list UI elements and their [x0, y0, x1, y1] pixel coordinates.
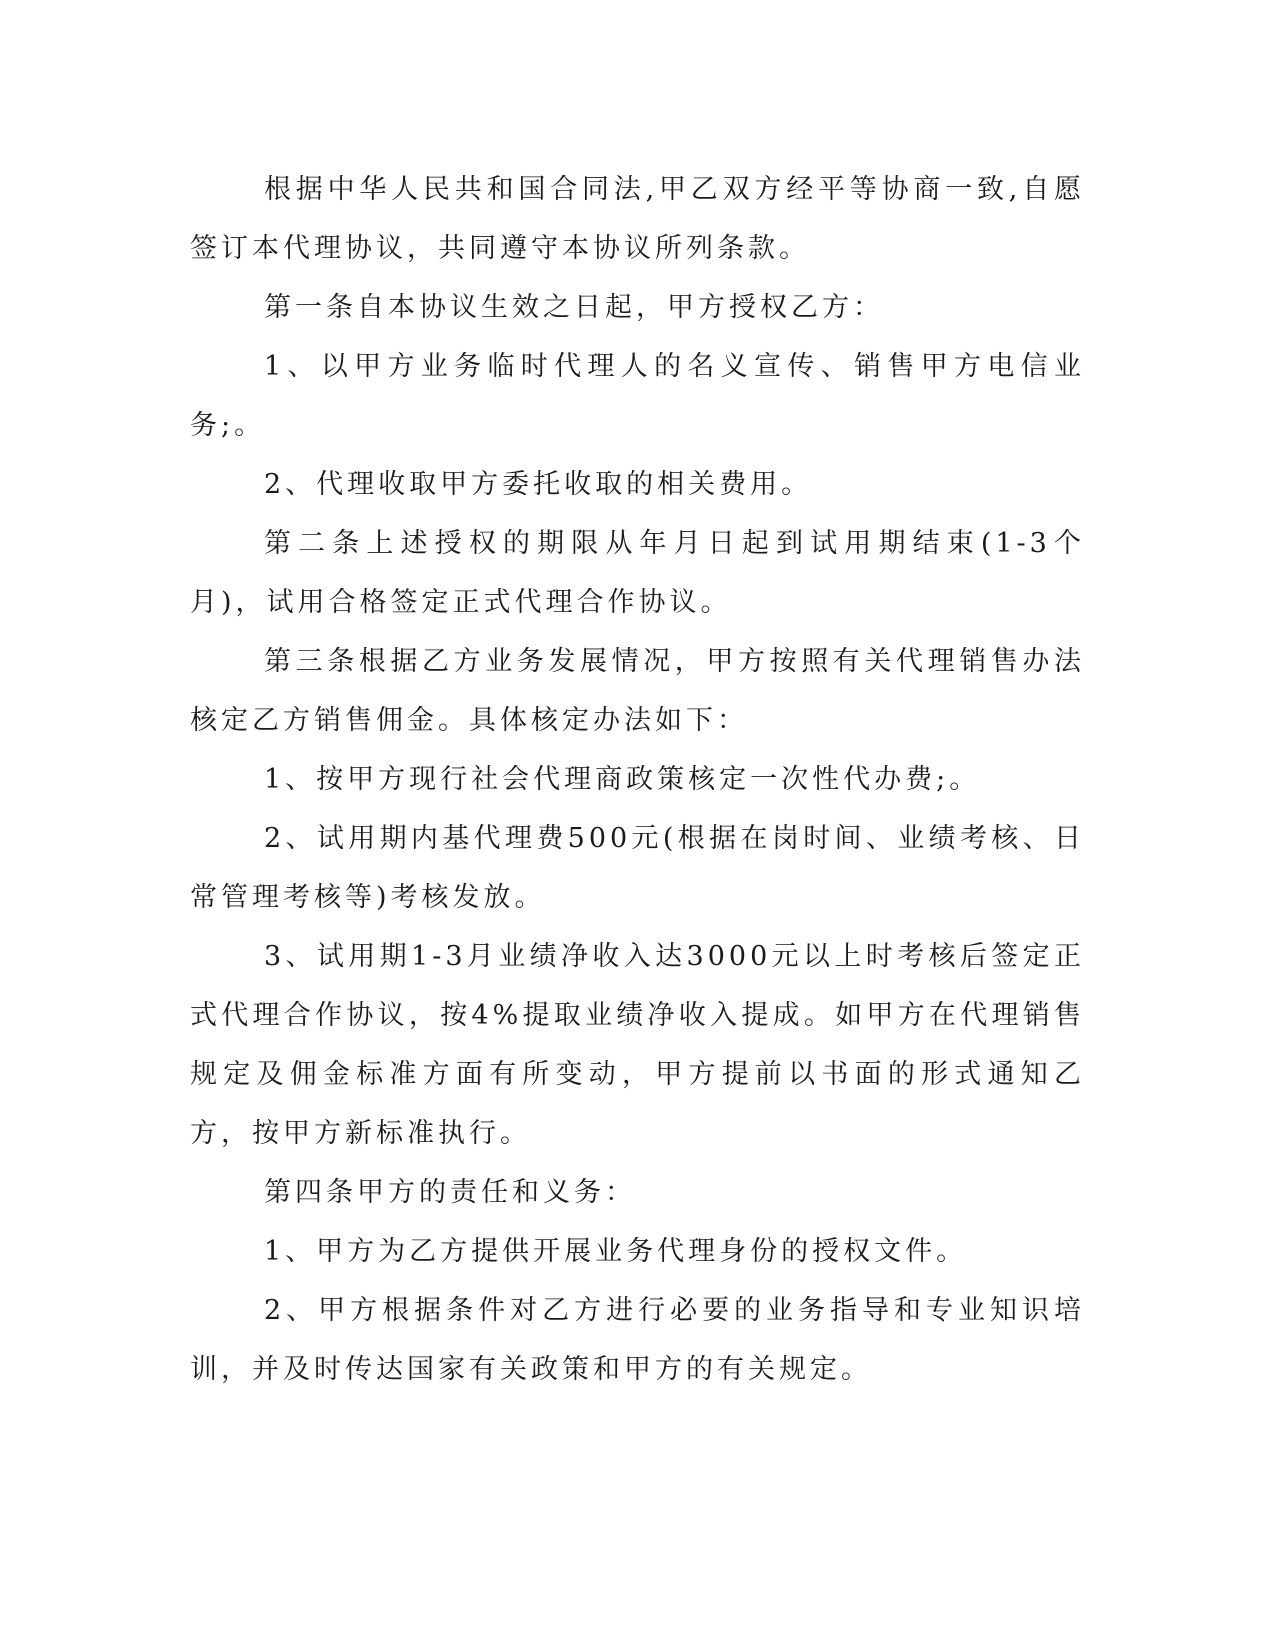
paragraph-article-1: 第一条自本协议生效之日起，甲方授权乙方： — [264, 292, 884, 323]
paragraph-article-1-item-1: 1、以甲方业务临时代理人的名义宣传、销售甲方电信业务;。 — [190, 351, 1085, 441]
paragraph-article-3-item-2: 2、试用期内基代理费500元(根据在岗时间、业绩考核、日常管理考核等)考核发放。 — [190, 823, 1085, 913]
document-body — [190, 160, 1085, 1399]
paragraph-article-4: 第四条甲方的责任和义务： — [264, 1177, 636, 1208]
paragraph-article-4-item-1: 1、甲方为乙方提供开展业务代理身份的授权文件。 — [264, 1236, 968, 1267]
paragraph-article-3-item-1: 1、按甲方现行社会代理商政策核定一次性代办费;。 — [264, 764, 981, 795]
paragraph-article-3: 第三条根据乙方业务发展情况，甲方按照有关代理销售办法核定乙方销售佣金。具体核定办法如下： — [190, 646, 1085, 736]
paragraph-intro: 根据中华人民共和国合同法,甲乙双方经平等协商一致,自愿签订本代理协议，共同遵守本协议所列条款。 — [190, 174, 1085, 264]
paragraph-article-1-item-2: 2、代理收取甲方委托收取的相关费用。 — [264, 469, 813, 500]
paragraph-article-3-item-3: 3、试用期1-3月业绩净收入达3000元以上时考核后签定正式代理合作协议，按4%提取业绩净收入提成。如甲方在代理销售规定及佣金标准方面有所变动，甲方提前以书面的形式通知乙方，按甲方新标准执行。 — [190, 941, 1085, 1149]
paragraph-article-4-item-2: 2、甲方根据条件对乙方进行必要的业务指导和专业知识培训，并及时传达国家有关政策和甲方的有关规定。 — [190, 1295, 1085, 1385]
paragraph-article-2: 第二条上述授权的期限从年月日起到试用期结束(1-3个月)，试用合格签定正式代理合作协议。 — [190, 528, 1085, 618]
